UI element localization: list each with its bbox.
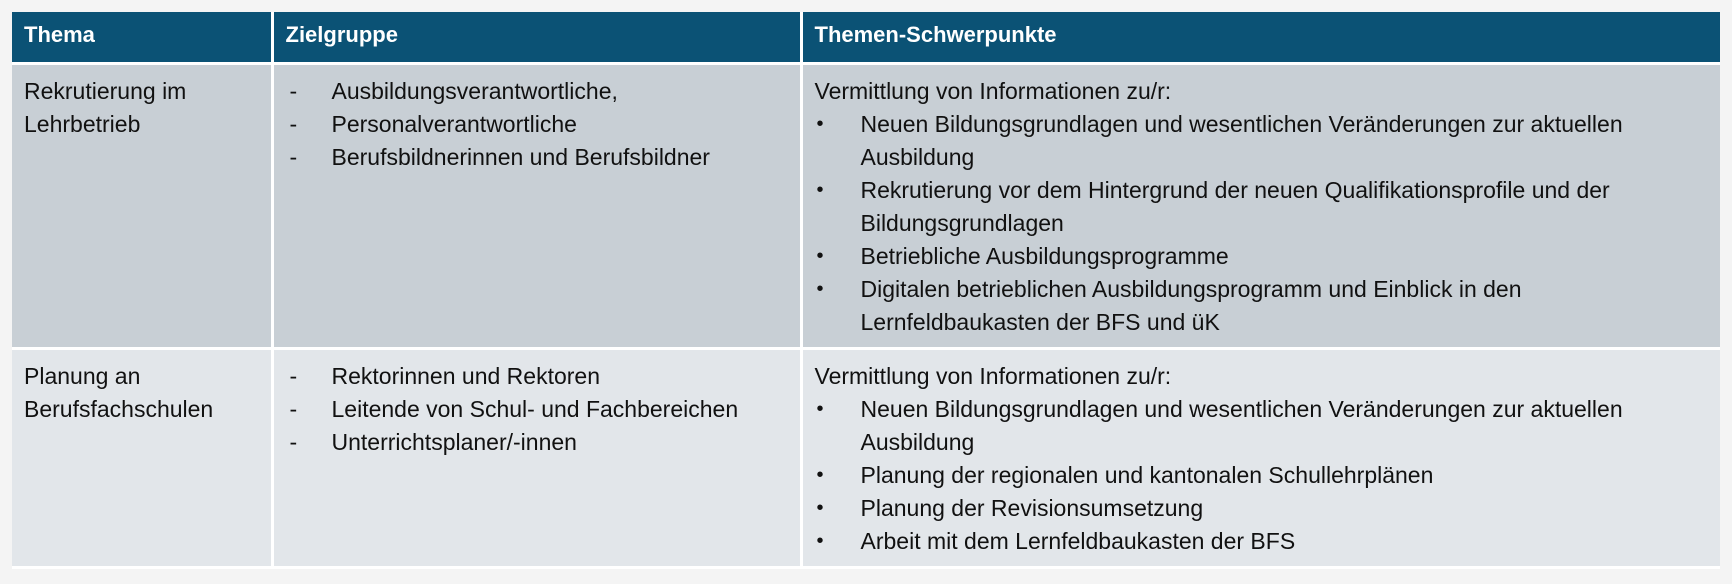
- bullet-marker: •: [816, 397, 824, 420]
- list-item: [286, 393, 788, 426]
- list-item: [815, 492, 1709, 525]
- list-item: [815, 393, 1709, 459]
- list-item-text: Arbeit mit dem Lernfeldbaukasten der BFS: [860, 527, 1296, 554]
- header-schwerpunkte: Themen-Schwerpunkte: [801, 12, 1720, 63]
- table-row: [12, 63, 1720, 348]
- bullet-marker: •: [816, 529, 824, 552]
- list-item-text: Leitende von Schul- und Fachbereichen: [331, 395, 739, 422]
- dash-marker: -: [289, 143, 298, 170]
- cell-thema: Planung an Berufsfachschulen: [12, 348, 272, 567]
- bullet-marker: •: [816, 463, 824, 486]
- topics-table-container: [12, 12, 1720, 568]
- bullet-marker: •: [816, 496, 824, 519]
- header-thema: Thema: [12, 12, 272, 63]
- list-item: [815, 108, 1709, 174]
- list-item-text: Digitalen betrieblichen Ausbildungsprogramm und Einblick in den Lernfeldbaukasten der BFS und üK: [860, 275, 1522, 335]
- list-item: [286, 108, 788, 141]
- table-header-row: [12, 12, 1720, 63]
- dash-marker: -: [289, 110, 298, 137]
- bullet-marker: •: [816, 178, 824, 201]
- schwerpunkte-list: [815, 108, 1709, 339]
- list-item: [286, 426, 788, 459]
- list-item-text: Betriebliche Ausbildungsprogramme: [860, 242, 1229, 269]
- list-item-text: Rekrutierung vor dem Hintergrund der neuen Qualifikationsprofile und der Bildungsgrundlagen: [860, 176, 1610, 236]
- list-item-text: Berufsbildnerinnen und Berufsbildner: [331, 143, 710, 170]
- dash-marker: -: [289, 362, 298, 389]
- list-item-text: Neuen Bildungsgrundlagen und wesentlichen Veränderungen zur aktuellen Ausbildung: [860, 110, 1623, 170]
- list-item-text: Neuen Bildungsgrundlagen und wesentlichen Veränderungen zur aktuellen Ausbildung: [860, 395, 1623, 455]
- list-item: [286, 141, 788, 174]
- dash-marker: -: [289, 428, 298, 455]
- list-item: [815, 525, 1709, 558]
- schwerpunkte-intro: Vermittlung von Informationen zu/r:: [814, 77, 1172, 104]
- list-item: [286, 360, 788, 393]
- bullet-marker: •: [816, 244, 824, 267]
- list-item: [815, 240, 1709, 273]
- cell-thema: Rekrutierung im Lehrbetrieb: [12, 63, 272, 348]
- schwerpunkte-intro: Vermittlung von Informationen zu/r:: [814, 362, 1172, 389]
- header-zielgruppe: Zielgruppe: [272, 12, 801, 63]
- cell-zielgruppe: [272, 63, 801, 348]
- zielgruppe-list: [286, 360, 788, 459]
- bullet-marker: •: [816, 112, 824, 135]
- cell-schwerpunkte: [801, 63, 1720, 348]
- dash-marker: -: [289, 77, 298, 104]
- schwerpunkte-list: [815, 393, 1709, 558]
- list-item-text: Planung der regionalen und kantonalen Schullehrplänen: [860, 461, 1434, 488]
- dash-marker: -: [289, 395, 298, 422]
- list-item-text: Personalverantwortliche: [331, 110, 577, 137]
- bullet-marker: •: [816, 277, 824, 300]
- cell-zielgruppe: [272, 348, 801, 567]
- zielgruppe-list: [286, 75, 788, 174]
- list-item: [815, 174, 1709, 240]
- list-item: [815, 459, 1709, 492]
- list-item-text: Unterrichtsplaner/-innen: [331, 428, 577, 455]
- list-item-text: Ausbildungsverantwortliche,: [331, 77, 618, 104]
- topics-table: [12, 12, 1720, 569]
- table-row: [12, 348, 1720, 567]
- cell-schwerpunkte: [801, 348, 1720, 567]
- list-item: [286, 75, 788, 108]
- list-item-text: Rektorinnen und Rektoren: [331, 362, 600, 389]
- list-item: [815, 273, 1709, 339]
- list-item-text: Planung der Revisionsumsetzung: [860, 494, 1204, 521]
